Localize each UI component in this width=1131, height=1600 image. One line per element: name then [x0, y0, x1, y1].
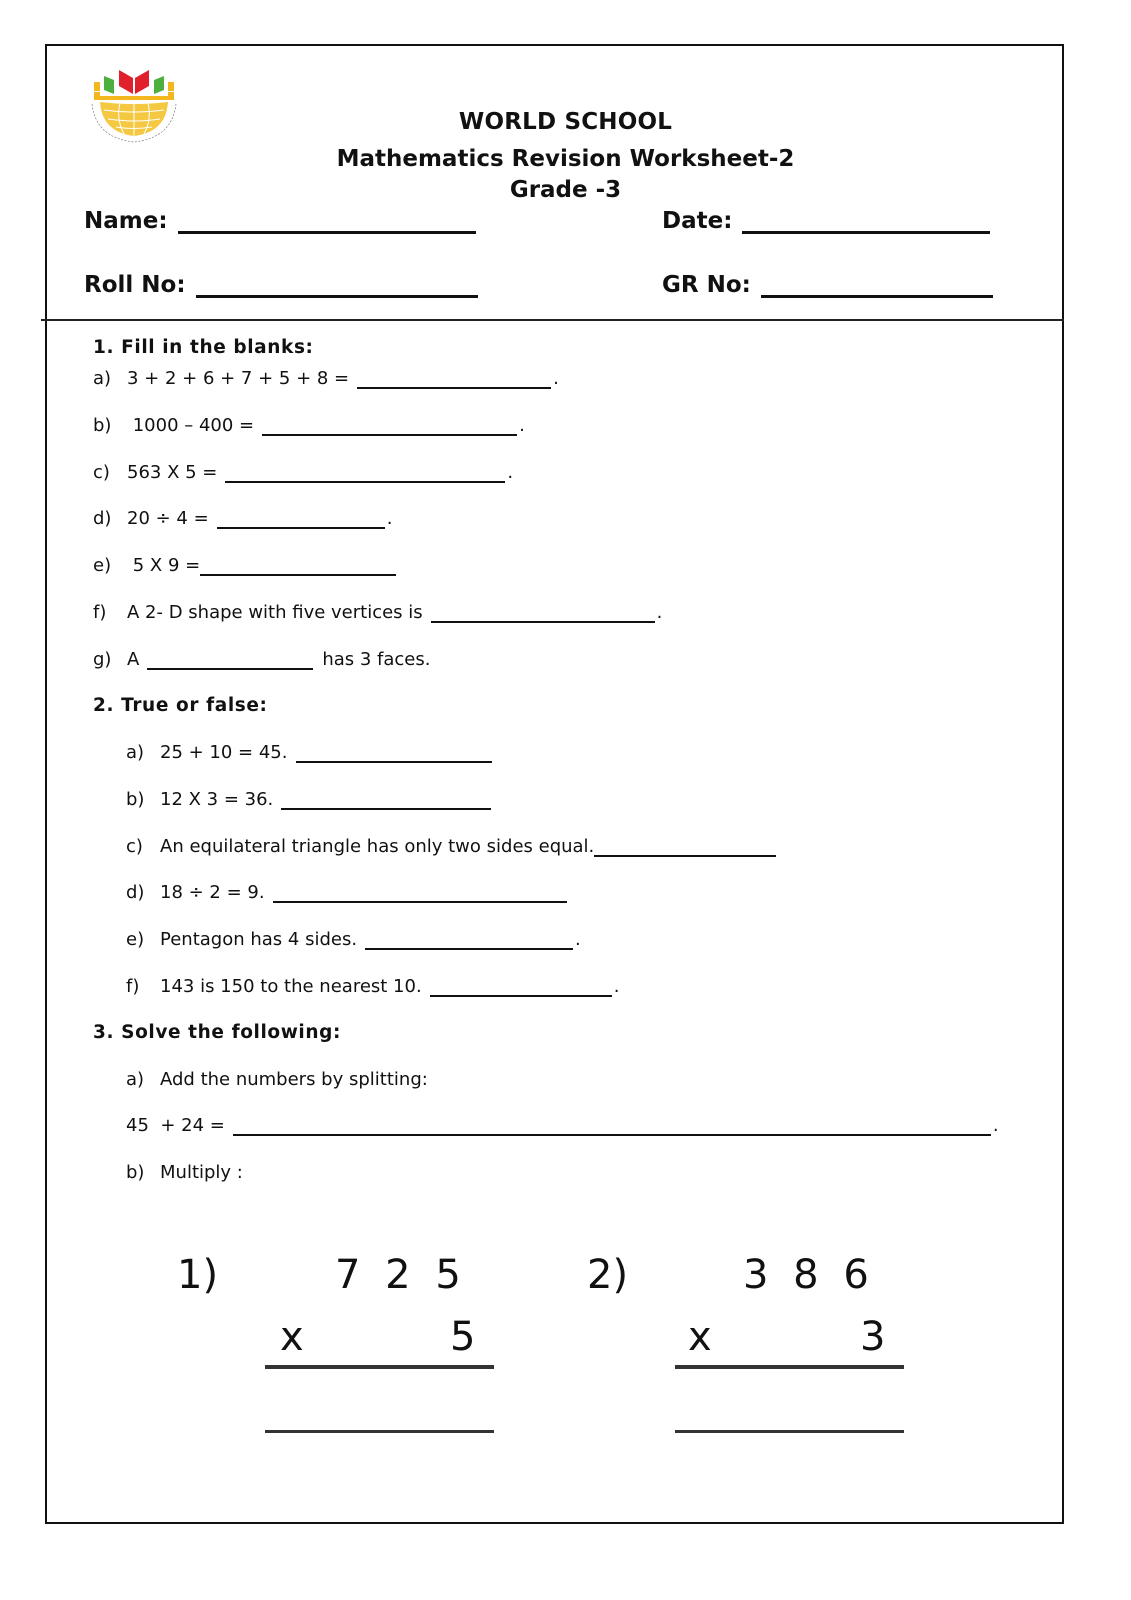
multiply-2-answer-line[interactable] [675, 1430, 904, 1433]
answer-blank[interactable] [296, 747, 492, 763]
answer-blank[interactable] [147, 654, 313, 670]
multiply-1-top: 7 2 5 [335, 1252, 467, 1298]
question-1a: a) 3 + 2 + 6 + 7 + 5 + 8 = . [93, 368, 559, 389]
multiply-2-rule [675, 1365, 904, 1369]
question-3a: a) Add the numbers by splitting: [126, 1069, 428, 1090]
multiply-1-bottom: 5 [450, 1314, 476, 1360]
question-3a-equation: 45 + 24 = . [126, 1115, 999, 1136]
worksheet-title: Mathematics Revision Worksheet-2 [336, 146, 795, 172]
question-2a: a) 25 + 10 = 45. [126, 742, 492, 763]
answer-blank[interactable] [200, 560, 396, 576]
question-1g: g) A has 3 faces. [93, 649, 431, 670]
gr-no-label: GR No: [662, 272, 751, 298]
question-2f: f) 143 is 150 to the nearest 10. . [126, 976, 620, 997]
answer-blank[interactable] [365, 934, 573, 950]
answer-blank[interactable] [357, 373, 551, 389]
multiply-2-top: 3 8 6 [743, 1252, 875, 1298]
question-1f: f) A 2- D shape with five vertices is . [93, 602, 663, 623]
roll-no-label: Roll No: [84, 272, 186, 298]
date-label: Date: [662, 208, 733, 234]
answer-blank[interactable] [233, 1120, 991, 1136]
section-1-title: 1. Fill in the blanks: [93, 337, 314, 358]
answer-blank[interactable] [273, 887, 567, 903]
multiply-1-operator: x [280, 1314, 304, 1360]
multiply-2-label: 2) [587, 1252, 629, 1298]
question-2b: b) 12 X 3 = 36. [126, 789, 491, 810]
answer-blank[interactable] [594, 841, 776, 857]
question-1c: c) 563 X 5 = . [93, 462, 514, 483]
multiply-1-rule [265, 1365, 494, 1369]
question-2d: d) 18 ÷ 2 = 9. [126, 882, 567, 903]
multiply-1-label: 1) [177, 1252, 219, 1298]
answer-blank[interactable] [217, 513, 385, 529]
question-3b: b) Multiply : [126, 1162, 243, 1183]
multiply-2-operator: x [688, 1314, 712, 1360]
section-3-title: 3. Solve the following: [93, 1022, 341, 1043]
answer-blank[interactable] [281, 794, 491, 810]
name-label: Name: [84, 208, 168, 234]
answer-blank[interactable] [431, 607, 655, 623]
answer-blank[interactable] [225, 467, 505, 483]
answer-blank[interactable] [430, 981, 612, 997]
question-2e: e) Pentagon has 4 sides. . [126, 929, 581, 950]
question-1e: e) 5 X 9 = [93, 555, 396, 576]
grade-title: Grade -3 [509, 177, 622, 203]
multiply-2-bottom: 3 [860, 1314, 886, 1360]
multiply-1-answer-line[interactable] [265, 1430, 494, 1433]
section-2-title: 2. True or false: [93, 695, 268, 716]
answer-blank[interactable] [262, 420, 517, 436]
question-1b: b) 1000 – 400 = . [93, 415, 525, 436]
question-1d: d) 20 ÷ 4 = . [93, 508, 393, 529]
school-name: WORLD SCHOOL [458, 109, 673, 135]
question-2c: c) An equilateral triangle has only two sides equal. [126, 836, 776, 857]
